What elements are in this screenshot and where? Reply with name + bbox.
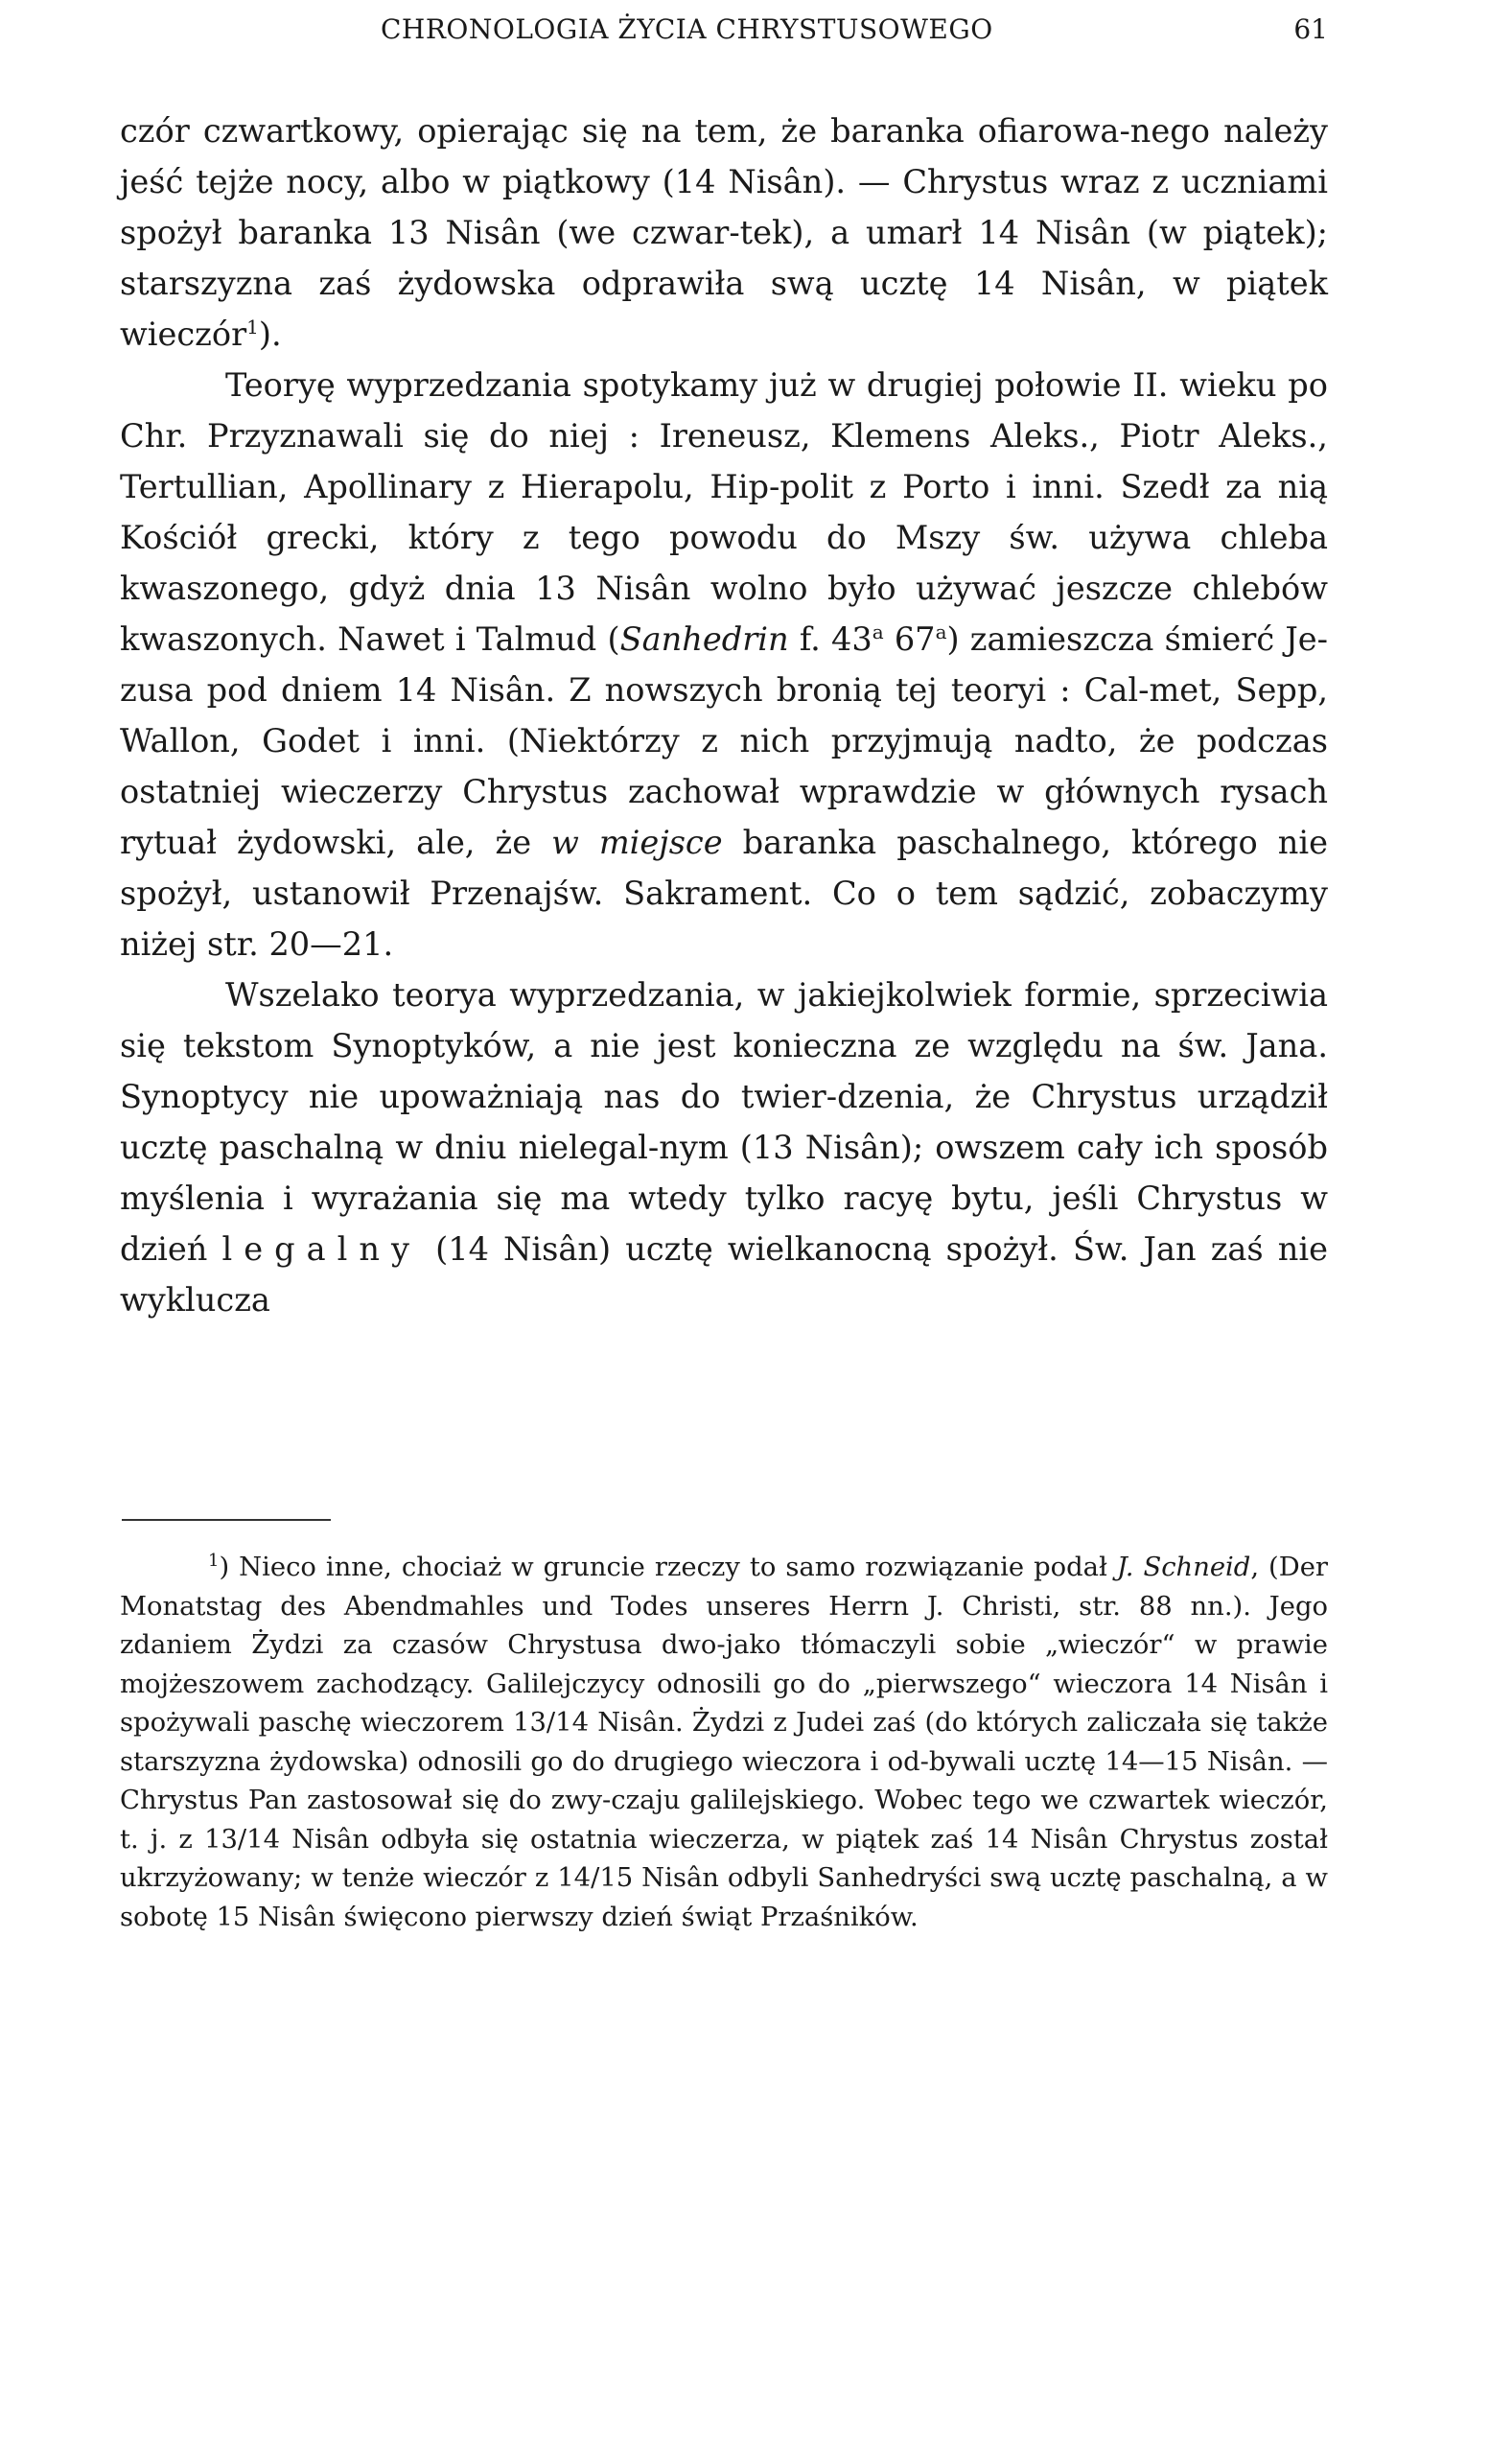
footnote-author: J. Schneid bbox=[1116, 1553, 1251, 1582]
footnote-text: ) Nieco inne, chociaż w gruncie rzeczy to samo rozwiązanie podał bbox=[219, 1553, 1117, 1582]
paragraph-1-end: ). bbox=[258, 315, 282, 353]
emphasis-legalny: legalny bbox=[221, 1230, 421, 1268]
folio-side-2: a bbox=[935, 619, 947, 643]
paragraph-2-end: baranka paschalnego, którego nie spożył, ustanowił Przenajśw. Sakrament. Co o tem sądzić, zobaczymy niżej str. 20—21. bbox=[120, 824, 1328, 963]
footnote-mark: 1 bbox=[208, 1550, 220, 1571]
paragraph-2-continued: ) zamieszcza śmierć Je-zusa pod dniem 14 Nisân. Z nowszych bronią tej teoryi : Cal-met, Sepp, Wallon, Godet i inni. (Niektórzy z nich przyjmują nadto, że podczas ostatniej wieczerzy Chrystus zachował wprawdzie w głównych rysach rytuał żydowski, ale, że bbox=[120, 620, 1329, 861]
book-page bbox=[120, 0, 1328, 2452]
footnote bbox=[120, 1549, 1328, 1937]
paragraph-1-text: czór czwartkowy, opierając się na tem, że baranka ofiarowa-nego należy jeść tejże nocy, albo w piątkowy (14 Nisân). — Chrystus wraz z uczniami spożył baranka 13 Nisân (we czwar-tek), a umarł 14 Nisân (w piątek); starszyzna zaś żydowska odprawiła swą ucztę 14 Nisân, w piątek wieczór bbox=[120, 112, 1328, 353]
sanhedrin-title: Sanhedrin bbox=[619, 620, 789, 658]
paragraph-3-text: Wszelako teorya wyprzedzania, w jakiejkolwiek formie, sprzeciwia się tekstom Synoptyków, a nie jest konieczna ze względu na św. Jana. Synoptycy nie upoważniają nas do twier-dzenia, że Chrystus urządził ucztę paschalną w dniu nielegal-nym (13 Nisân); owszem cały ich sposób myślenia i wyrażania się ma wtedy tylko racyę bytu, jeśli Chrystus w dzień bbox=[120, 976, 1328, 1268]
folio-side-1: a bbox=[872, 619, 884, 643]
page-header bbox=[120, 13, 1328, 56]
paragraph-2-folio-2: 67 bbox=[883, 620, 936, 658]
main-text bbox=[120, 105, 1328, 1325]
emphasis-w-miejsce: w miejsce bbox=[551, 824, 723, 861]
footnote-separator bbox=[122, 1519, 331, 1521]
paragraph-2-folio: f. 43 bbox=[788, 620, 872, 658]
paragraph-1 bbox=[120, 105, 1328, 360]
paragraph-2-text: Teoryę wyprzedzania spotykamy już w drugiej połowie II. wieku po Chr. Przyznawali się do niej : Ireneusz, Klemens Aleks., Piotr Aleks., Tertullian, Apollinary z Hierapolu, Hip-polit z Porto i inni. Szedł za nią Kościół grecki, który z tego powodu do Mszy św. używa chleba kwaszonego, gdyż dnia 13 Nisân wolno było używać jeszcze chlebów kwaszonych. Nawet i Talmud ( bbox=[120, 366, 1328, 658]
page-number: 61 bbox=[1293, 13, 1328, 45]
footnote-reference: 1 bbox=[246, 315, 259, 339]
paragraph-3 bbox=[120, 969, 1328, 1325]
footnote-text-continued: , (Der Monatstag des Abendmahles und Todes unseres Herrn J. Christi, str. 88 nn.). Jego zdaniem Żydzi za czasów Chrystusa dwo-jako tłómaczyli sobie „wieczór“ w prawie mojżeszowem zachodzący. Galilejczycy odnosili go do „pierwszego“ wieczora 14 Nisân i spożywali paschę wieczorem 13/14 Nisân. Żydzi z Judei zaś (do których zaliczała się także starszyzna żydowska) odnosili go do drugiego wieczora i od-bywali ucztę 14—15 Nisân. — Chrystus Pan zastosował się do zwy-czaju galilejskiego. Wobec tego we czwartek wieczór, t. j. z 13/14 Nisân odbyła się ostatnia wieczerza, w piątek zaś 14 Nisân Chrystus został ukrzyżowany; w tenże wieczór z 14/15 Nisân odbyli Sanhedryści swą ucztę paschalną, a w sobotę 15 Nisân święcono pierwszy dzień świąt Przaśników. bbox=[120, 1553, 1329, 1932]
running-head: CHRONOLOGIA ŻYCIA CHRYSTUSOWEGO bbox=[381, 13, 993, 45]
paragraph-3-end: (14 Nisân) ucztę wielkanocną spożył. Św. Jan zaś nie wyklucza bbox=[120, 1230, 1328, 1319]
paragraph-2 bbox=[120, 360, 1328, 969]
footnote-1 bbox=[120, 1549, 1328, 1937]
